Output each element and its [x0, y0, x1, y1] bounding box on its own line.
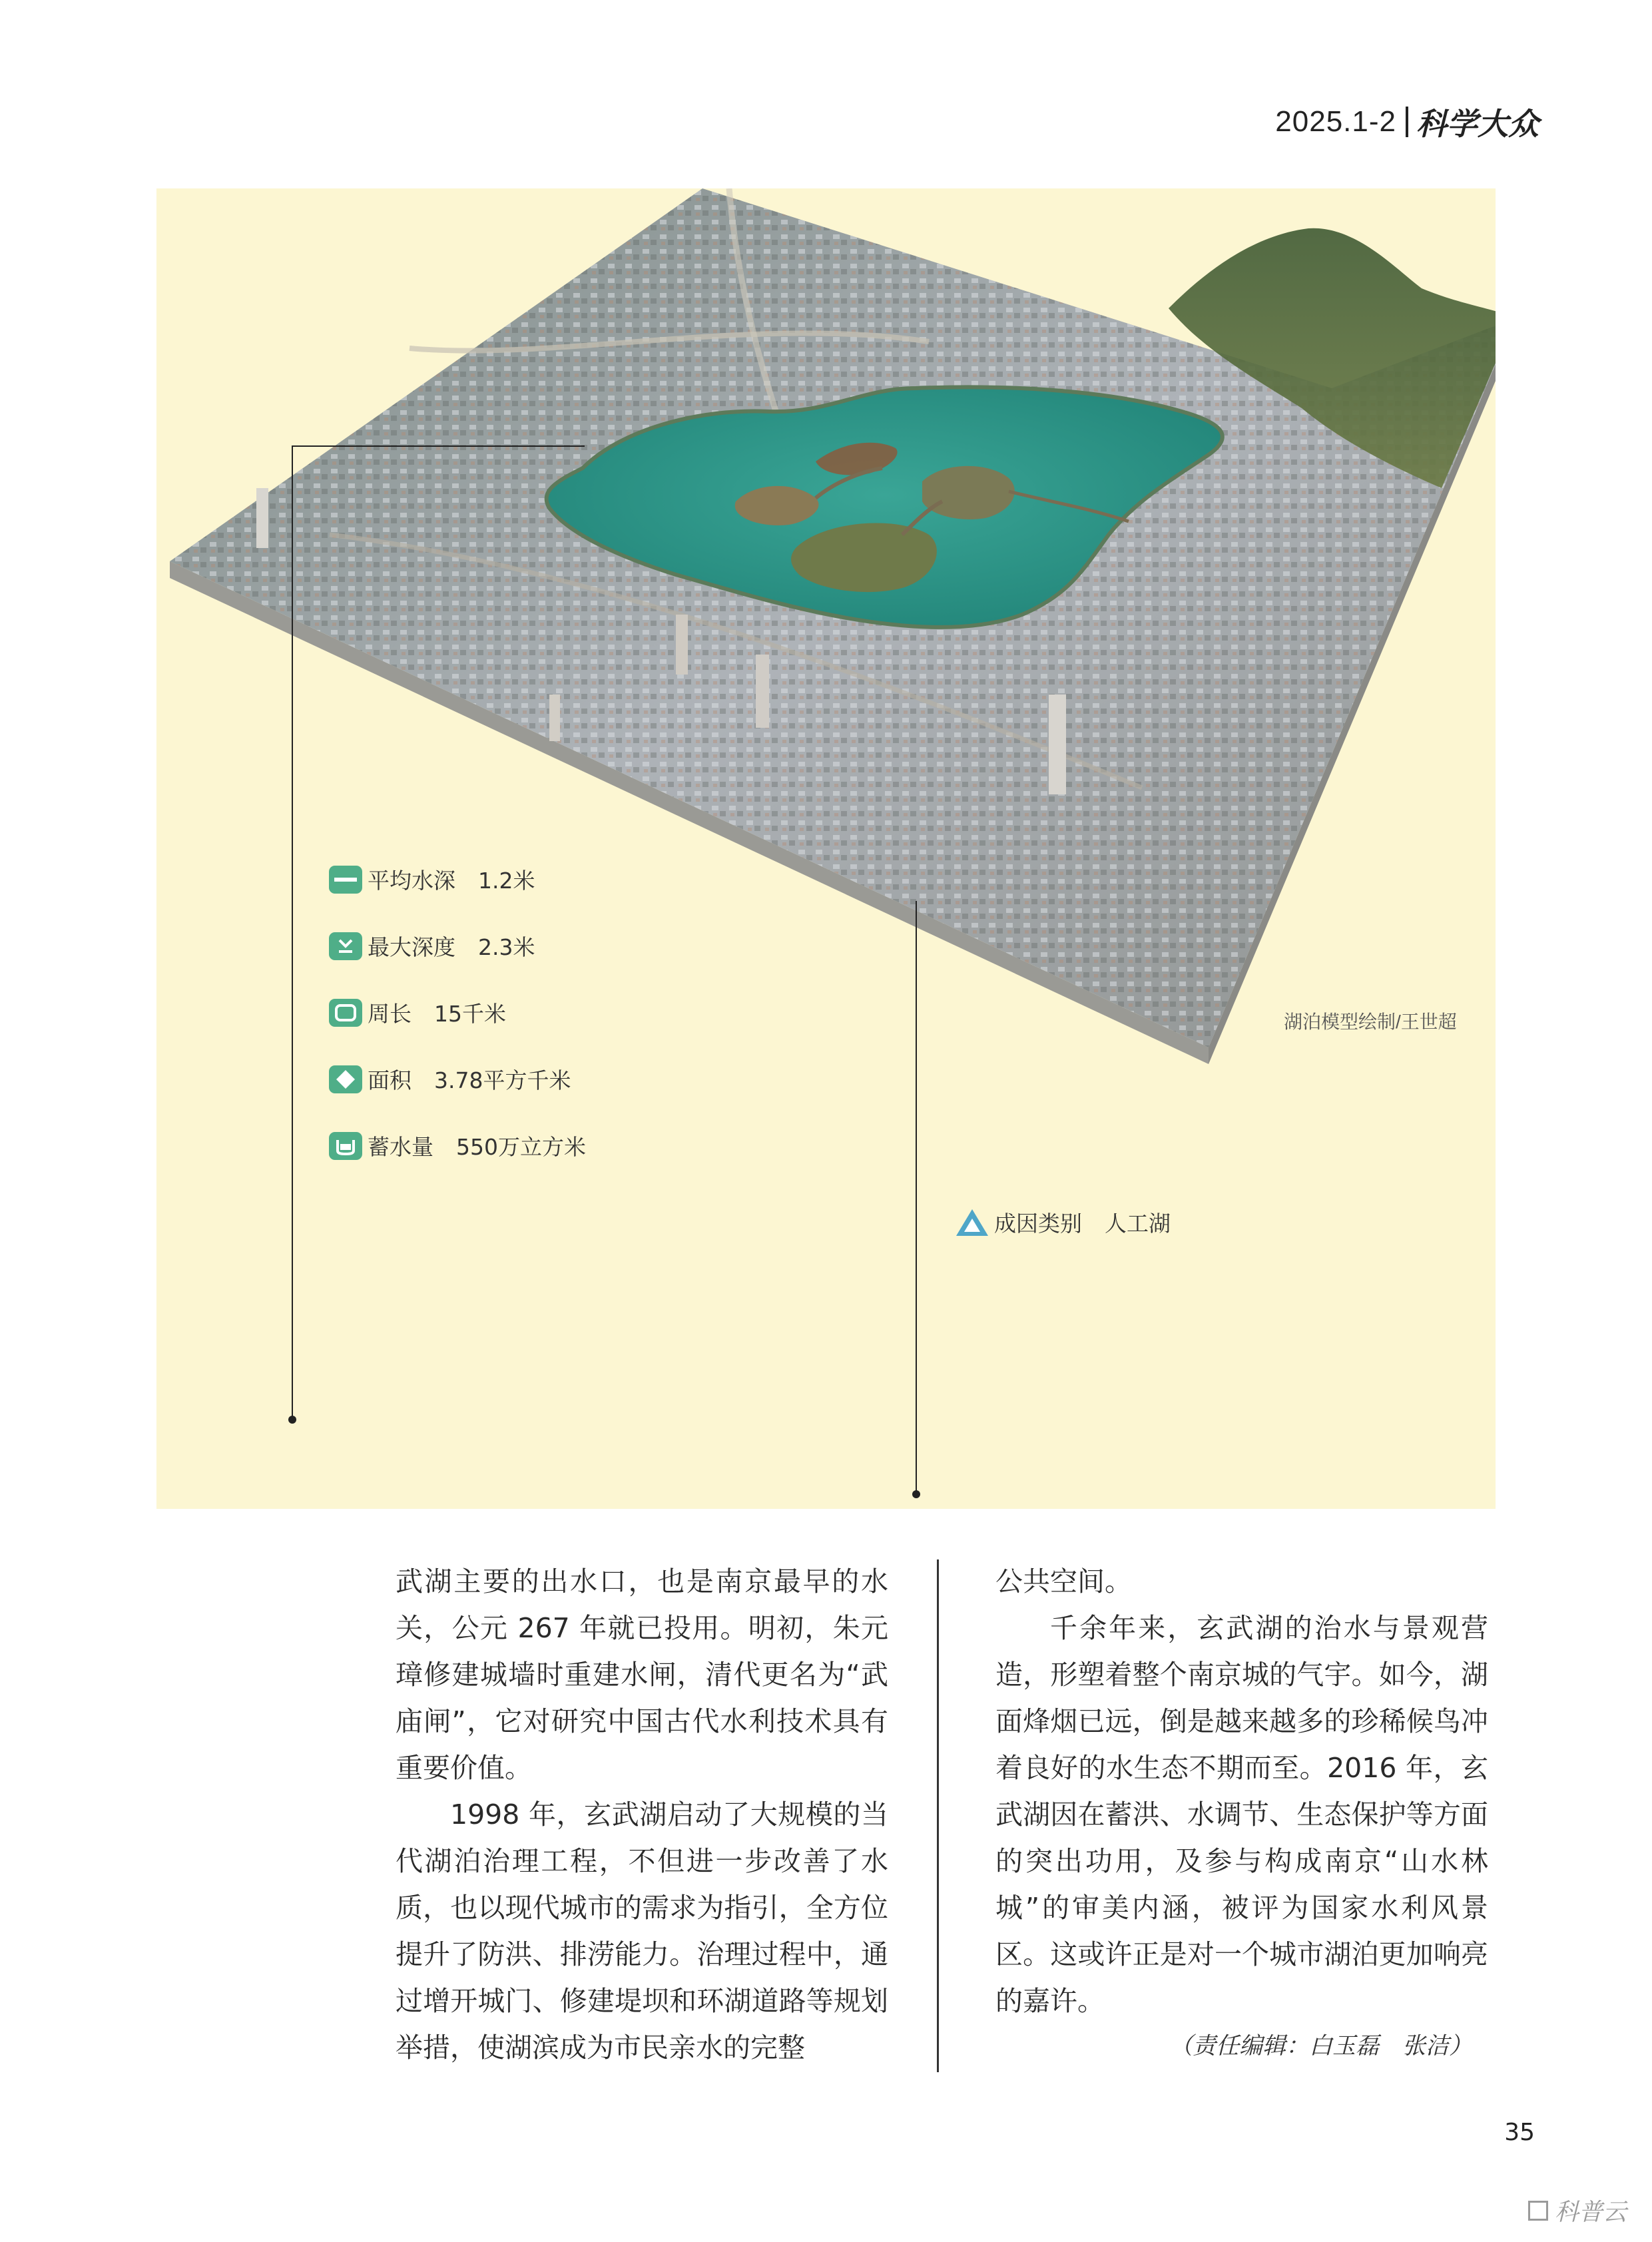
leader-line-stats-top	[292, 445, 585, 447]
stat-area	[329, 1063, 571, 1095]
paragraph: 武湖主要的出水口，也是南京最早的水关，公元 267 年就已投用。明初，朱元璋修建城墙时重建水闸，清代更名为“武庙闸”，它对研究中国古代水利技术具有重要价值。	[396, 1565, 888, 1784]
stat-label: 周长	[368, 1001, 412, 1027]
paragraph: 1998 年，玄武湖启动了大规模的当代湖泊治理工程，不但进一步改善了水质，也以现代城市的需求为指引，全方位提升了防洪、排涝能力。治理过程中，通过增开城门、修建堤坝和环湖道路等规划举措，使湖滨成为市民亲水的完整	[396, 1799, 888, 2064]
stat-value: 550万立方米	[456, 1134, 586, 1160]
figure-credit: 湖泊模型绘制/王世超	[1284, 1011, 1457, 1032]
header-separator	[1406, 107, 1408, 137]
editor-credit: （责任编辑：白玉磊 张洁）	[1169, 2033, 1472, 2060]
magazine-title: 科学大众	[1416, 106, 1539, 142]
leader-dot-cause	[912, 1490, 920, 1498]
paragraph: 公共空间。	[995, 1565, 1132, 1597]
stat-value: 1.2米	[478, 868, 535, 894]
issue-number: 2025.1-2	[1275, 105, 1396, 138]
stat-storage	[329, 1130, 586, 1161]
stat-formation-type	[954, 1207, 1171, 1238]
leader-dot-stats	[288, 1416, 296, 1424]
stat-label: 最大深度	[368, 934, 455, 960]
column-divider	[937, 1559, 939, 2072]
paragraph: 千余年来，玄武湖的治水与景观营造，形塑着整个南京城的气宇。如今，湖面烽烟已远，倒是越来越多的珍稀候鸟冲着良好的水生态不期而至。2016 年，玄武湖因在蓄洪、水调节、生态保护等方面的突出功用，及参与构成南京“山水林城”的审美内涵，被评为国家水利风景区。这或许正是对一个城市湖泊更加响亮的嘉许。	[995, 1612, 1488, 2017]
dash-icon	[329, 866, 362, 894]
article-column-right	[995, 1558, 1488, 2024]
watermark-text: 科普云	[1554, 2199, 1627, 2226]
depth-arrow-icon	[329, 932, 362, 960]
stat-label: 面积	[368, 1067, 412, 1093]
page-number: 35	[1504, 2119, 1535, 2146]
area-diamond-icon	[329, 1065, 362, 1093]
stat-value: 人工湖	[1105, 1211, 1171, 1237]
leader-line-stats	[292, 446, 293, 1420]
storage-tank-icon	[329, 1132, 362, 1160]
page-header	[1275, 100, 1539, 144]
stat-average-depth	[329, 864, 535, 895]
article-column-left	[396, 1558, 888, 2071]
stat-value: 15千米	[434, 1001, 506, 1027]
stat-perimeter	[329, 997, 506, 1028]
stat-max-depth	[329, 930, 535, 962]
lake-3d-model-image	[156, 188, 1496, 1509]
perimeter-icon	[329, 999, 362, 1027]
stat-label: 蓄水量	[368, 1134, 433, 1160]
stat-value: 2.3米	[478, 934, 535, 960]
watermark	[1528, 2193, 1627, 2227]
stat-label: 成因类别	[994, 1211, 1082, 1237]
figure-panel	[156, 188, 1496, 1509]
watermark-logo-icon	[1528, 2201, 1548, 2221]
leader-line-cause	[916, 901, 917, 1494]
triangle-icon	[954, 1207, 990, 1238]
stat-label: 平均水深	[368, 868, 455, 894]
stat-value: 3.78平方千米	[434, 1067, 571, 1093]
